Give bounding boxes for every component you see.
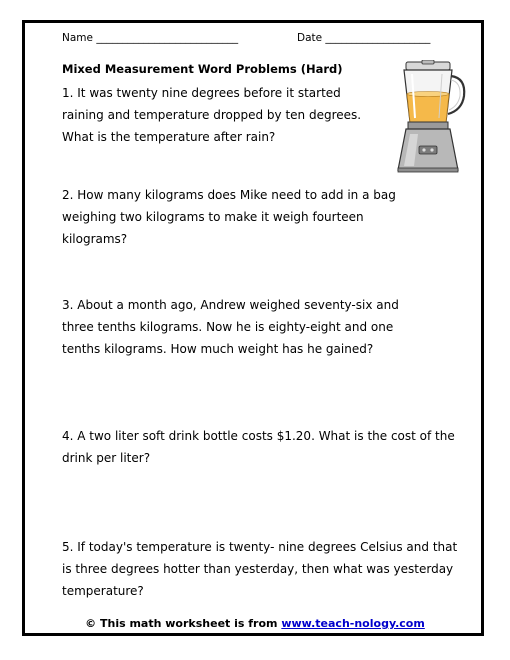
footer-link[interactable]: www.teach-nology.com (281, 617, 425, 630)
blender-icon (388, 60, 468, 175)
footer-prefix: © This math worksheet is from (85, 617, 282, 630)
name-field-label: Name ___________________________ (62, 32, 239, 44)
problem-3: 3. About a month ago, Andrew weighed seventy-six and three tenths kilograms. Now he is eighty-eight and one tenths kilograms. How much weight has he gained? (62, 298, 399, 356)
date-field-label: Date ____________________ (297, 32, 431, 44)
footer-credit (0, 617, 510, 630)
problem-5: 5. If today's temperature is twenty- nine degrees Celsius and that is three degrees hotter than yesterday, then what was yesterday temperature? (62, 540, 458, 598)
worksheet-title: Mixed Measurement Word Problems (Hard) (62, 62, 343, 76)
problem-1: 1. It was twenty nine degrees before it started raining and temperature dropped by ten degrees. What is the temperature after rain? (62, 86, 362, 144)
problem-2: 2. How many kilograms does Mike need to add in a bag weighing two kilograms to make it weigh fourteen kilograms? (62, 188, 396, 246)
problem-4: 4. A two liter soft drink bottle costs $1.20. What is the cost of the drink per liter? (62, 429, 455, 465)
